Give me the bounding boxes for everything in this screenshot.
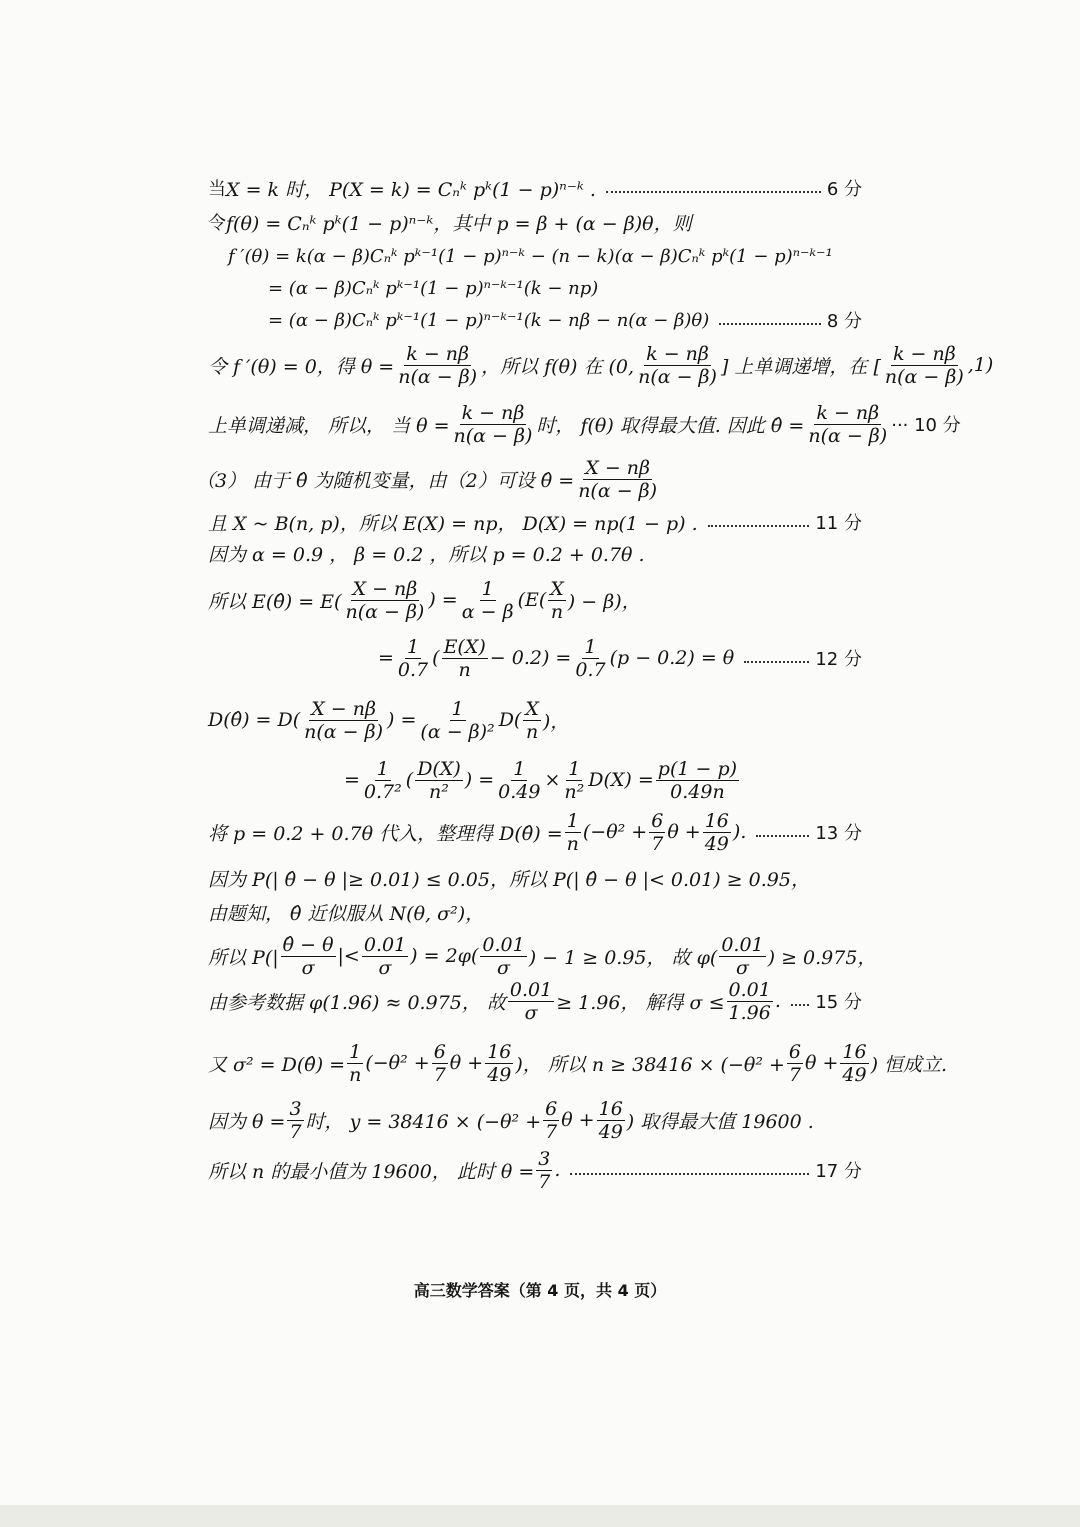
maximum-line [0, 394, 1080, 454]
math-expression: )， [542, 710, 570, 733]
dotted-leader [744, 661, 809, 663]
score-marker: 6 分 [826, 179, 862, 200]
math-expression: 又 σ² = D(θ̂) = [208, 1053, 346, 1076]
page-footer: 高三数学答案（第 4 页，共 4 页） [413, 1281, 667, 1300]
fraction: D(X) n² [417, 757, 461, 803]
variance-line-1 [0, 690, 1080, 750]
math-expression: ,1) [967, 354, 994, 376]
math-expression: ) = [387, 709, 417, 731]
math-expression: ) − 1 ≥ 0.95， 故 φ( [528, 946, 718, 969]
math-expression: − 0.2) = [489, 647, 572, 669]
fraction: $\frac{k - n\beta}{n(\alpha - \beta)}$ [398, 342, 478, 388]
fraction: $\frac{1}{\text{(α − β)²}}$ [420, 697, 495, 743]
fraction: $\frac{1}{n}$ [349, 1040, 362, 1086]
fraction: $\frac{16}{49}$ [704, 809, 729, 855]
fraction: X n [525, 697, 539, 743]
fraction: $\frac{k - n\beta}{n(\alpha - \beta)}$ [808, 401, 888, 447]
dotted-leader [791, 1004, 810, 1006]
math-expression: f ′(θ) = k(α − β)Cₙᵏ pᵏ⁻¹(1 − p)ⁿ⁻ᵏ − (n − k)(α − β)Cₙᵏ pᵏ(1 − p)ⁿ⁻ᵏ⁻¹ [228, 245, 833, 267]
line-text: 令 [208, 213, 226, 234]
math-expression: 所以 P(| [208, 946, 279, 969]
math-expression: D( [498, 709, 522, 731]
fraction: $\frac{p(1 - p)}{0.49n}$ [657, 757, 738, 803]
fraction: $\frac{6}{7}$ [545, 1097, 558, 1143]
fraction: 0.01 σ [721, 933, 764, 979]
fraction: $\frac{1}{\text{n²}}$ [564, 757, 585, 803]
math-expression: ，所以 f(θ) 在 (0, [481, 355, 635, 378]
score-marker: 11 分 [815, 513, 862, 534]
math-expression: ) = [428, 589, 458, 611]
open-paren: ( [405, 769, 414, 791]
fraction: k − nβ n(α − β) [638, 342, 717, 388]
math-expression: |< [337, 945, 360, 967]
score-marker: ··· 10 分 [891, 415, 961, 436]
fraction: $\frac{X - n\beta}{n(\alpha - \beta)}$ [578, 456, 658, 502]
equals-sign: = [344, 769, 360, 791]
math-expression: ) = 2φ( [410, 945, 479, 967]
fraction: $\frac{3}{7}$ [538, 1147, 551, 1193]
critical-point-line [0, 335, 1080, 395]
fraction: $\frac{3}{7}$ [289, 1097, 302, 1143]
math-expression: ) − β)， [567, 590, 641, 613]
fraction: $\frac{k - n\beta}{n(\alpha - \beta)}$ [453, 401, 533, 447]
fraction: θ̂ − θ σ [282, 933, 334, 979]
math-expression: × [544, 769, 561, 791]
score-marker: 15 分 [815, 992, 862, 1013]
conclusion-line [0, 1140, 1080, 1200]
math-expression: 上单调递减， 所以， 当 θ = [208, 414, 450, 437]
math-expression: )， 所以 n ≥ 38416 × (−θ² + [515, 1053, 785, 1076]
fraction: $\frac{1}{0.49}$ [498, 757, 541, 803]
math-expression: ≥ 1.96， 解得 σ ≤ [556, 991, 725, 1014]
math-expression: 由题知， θ̂ 近似服从 N(θ, σ²)， [208, 902, 485, 925]
math-expression: ) = [464, 769, 495, 791]
math-expression: = (α − β)Cₙᵏ pᵏ⁻¹(1 − p)ⁿ⁻ᵏ⁻¹(k − np) [268, 277, 599, 299]
math-expression: (−θ² + [365, 1052, 430, 1074]
math-expression: ). [732, 821, 747, 843]
fraction: $\frac{1}{\text{0.7²}}$ [363, 757, 402, 803]
math-expression: 所以 n 的最小值为 19600， 此时 θ = [208, 1160, 535, 1183]
fraction: $\frac{0.01}{\sigma}$ [509, 978, 553, 1024]
inequality-line [0, 1033, 1080, 1093]
fraction: $\frac{0.01}{1.96}$ [728, 978, 771, 1024]
expectation-line-1 [0, 570, 1080, 630]
score-marker: 12 分 [815, 649, 862, 670]
fraction: $\frac{6}{7}$ [651, 809, 664, 855]
fraction: $\frac{6}{7}$ [788, 1040, 802, 1086]
fraction: $\frac{1}{0.7}$ [397, 635, 429, 681]
scan-edge-band [0, 1505, 1080, 1527]
math-expression: θ + [805, 1052, 839, 1074]
math-expression: X = k 时， P(X = k) = Cₙᵏ pᵏ(1 − p)ⁿ⁻ᵏ . [226, 178, 596, 201]
fraction: $\frac{16}{49}$ [487, 1040, 512, 1086]
math-expression: 且 X ~ B(n, p)，所以 E(X) = np， D(X) = np(1 − p) . [208, 512, 698, 535]
fraction: $\frac{16}{49}$ [842, 1040, 867, 1086]
dotted-leader [756, 835, 809, 837]
math-expression: f(θ) = Cₙᵏ pᵏ(1 − p)ⁿ⁻ᵏ，其中 p = β + (α − β)θ，则 [226, 212, 692, 235]
math-expression: D(X) = [588, 769, 654, 791]
math-expression: 由参考数据 φ(1.96) ≈ 0.975， 故 [208, 991, 506, 1014]
fraction: $\frac{1}{n}$ [566, 809, 579, 855]
math-expression: ) ≥ 0.975， [767, 946, 877, 969]
math-expression: 时， y = 38416 × (−θ² + [305, 1110, 542, 1133]
fraction: $\frac{1}{\alpha - \beta}$ [461, 577, 514, 623]
math-expression: . [774, 990, 781, 1012]
sigma-bound-line [0, 971, 1080, 1031]
fraction: 0.01 σ [482, 933, 525, 979]
math-expression: 时， f(θ) 取得最大值. 因此 θ̂ = [536, 414, 805, 437]
math-expression: . [554, 1159, 561, 1181]
score-marker: 8 分 [826, 311, 862, 332]
fraction: X − nβ n(α − β) [304, 697, 384, 743]
math-expression: θ + [449, 1052, 484, 1074]
math-expression: ) 取得最大值 19600 . [626, 1110, 814, 1133]
math-expression: D(θ̂) = D( [208, 709, 301, 731]
math-expression: 因为 α = 0.9 ， β = 0.2 ，所以 p = 0.2 + 0.7θ . [208, 543, 645, 566]
fraction: E(X) n [443, 635, 486, 681]
fraction: $\frac{16}{49}$ [598, 1097, 623, 1143]
math-expression: 所以 E(θ̂) = E( [208, 590, 342, 613]
fraction: X n [550, 577, 564, 623]
line-text: 当 [208, 179, 226, 200]
math-expression: θ + [561, 1109, 595, 1131]
math-expression: 因为 P(| θ̂ − θ |≥ 0.01) ≤ 0.05，所以 P(| θ̂ − θ |< 0.01) ≥ 0.95， [208, 868, 810, 891]
math-expression: （3） 由于 θ̂ 为随机变量，由（2）可设 θ̂ = [196, 469, 575, 492]
math-expression: ] 上单调递增，在 [ [720, 355, 881, 378]
math-expression: ) 恒成立. [870, 1053, 948, 1076]
fraction: 0.01 σ [363, 933, 407, 979]
math-expression: (−θ² + [582, 821, 648, 843]
dotted-leader [570, 1173, 809, 1175]
score-marker: 13 分 [815, 823, 862, 844]
equals-sign: = [378, 647, 394, 669]
math-expression: (p − 0.2) = θ [609, 647, 735, 669]
expectation-line-2 [0, 628, 1080, 688]
math-expression: 将 p = 0.2 + 0.7θ 代入，整理得 D(θ̂) = [208, 822, 563, 845]
math-expression: θ + [667, 821, 701, 843]
score-marker: 17 分 [815, 1161, 862, 1182]
open-paren: ( [432, 647, 440, 669]
fraction: $\frac{1}{0.7}$ [575, 635, 606, 681]
math-expression: = (α − β)Cₙᵏ pᵏ⁻¹(1 − p)ⁿ⁻ᵏ⁻¹(k − nβ − n(α − β)θ) [268, 309, 710, 331]
variance-line-2 [0, 750, 1080, 810]
fraction: $\frac{6}{7}$ [433, 1040, 446, 1086]
dotted-leader [719, 323, 821, 325]
fraction: X − nβ n(α − β) [345, 577, 425, 623]
math-expression: 因为 θ = [208, 1110, 286, 1133]
math-expression: 令 f ′(θ) = 0，得 θ = [208, 355, 395, 378]
fraction: k − nβ n(α − β) [884, 342, 964, 388]
math-expression: (E( [517, 589, 547, 611]
